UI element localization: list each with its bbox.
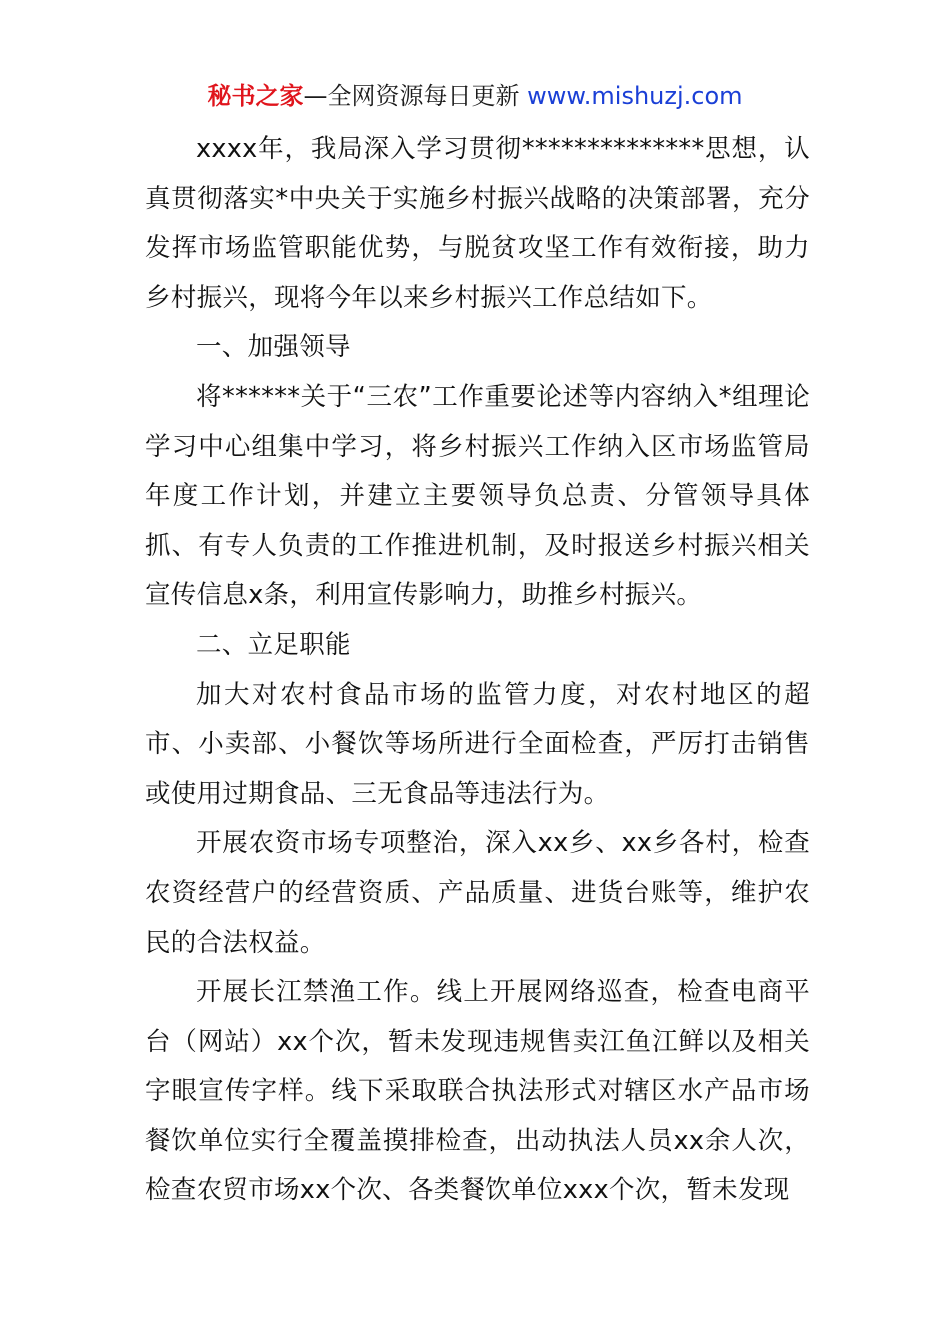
section-2-paragraph-2: 开展农资市场专项整治，深入xx乡、xx乡各村，检查农资经营户的经营资质、产品质量、进货台账等，维护农民的合法权益。 (145, 828, 810, 958)
section-1-paragraph: 将******关于“三农”工作重要论述等内容纳入*组理论学习中心组集中学习，将乡村振兴工作纳入区市场监管局年度工作计划，并建立主要领导负总责、分管领导具体抓、有专人负责的工作推进机制，及时报送乡村振兴相关宣传信息x条，利用宣传影响力，助推乡村振兴。 (145, 381, 810, 611)
section-2-paragraph-3: 开展长江禁渔工作。线上开展网络巡查，检查电商平台（网站）xx个次，暂未发现违规售卖江鱼江鲜以及相关字眼宣传字样。线下采取联合执法形式对辖区水产品市场餐饮单位实行全覆盖摸排检查，出动执法人员xx余人次，检查农贸市场xx个次、各类餐饮单位xxx个次，暂未发现 (145, 977, 810, 1206)
section-heading-2: 二、立足职能 (196, 629, 351, 660)
header-tagline: —全网资源每日更新 (303, 82, 520, 110)
document-body (145, 125, 810, 1216)
page-header (0, 80, 950, 112)
section-2-paragraph-1: 加大对农村食品市场的监管力度，对农村地区的超市、小卖部、小餐饮等场所进行全面检查，严厉打击销售或使用过期食品、三无食品等违法行为。 (145, 679, 810, 809)
brand-name: 秘书之家 (207, 82, 304, 110)
site-url-link[interactable]: www.mishuzj.com (527, 82, 743, 110)
intro-paragraph: xxxx年，我局深入学习贯彻**************思想，认真贯彻落实*中央关于实施乡村振兴战略的决策部署，充分发挥市场监管职能优势，与脱贫攻坚工作有效衔接，助力乡村振兴，现将今年以来乡村振兴工作总结如下。 (145, 134, 810, 313)
section-heading-1: 一、加强领导 (196, 332, 351, 363)
